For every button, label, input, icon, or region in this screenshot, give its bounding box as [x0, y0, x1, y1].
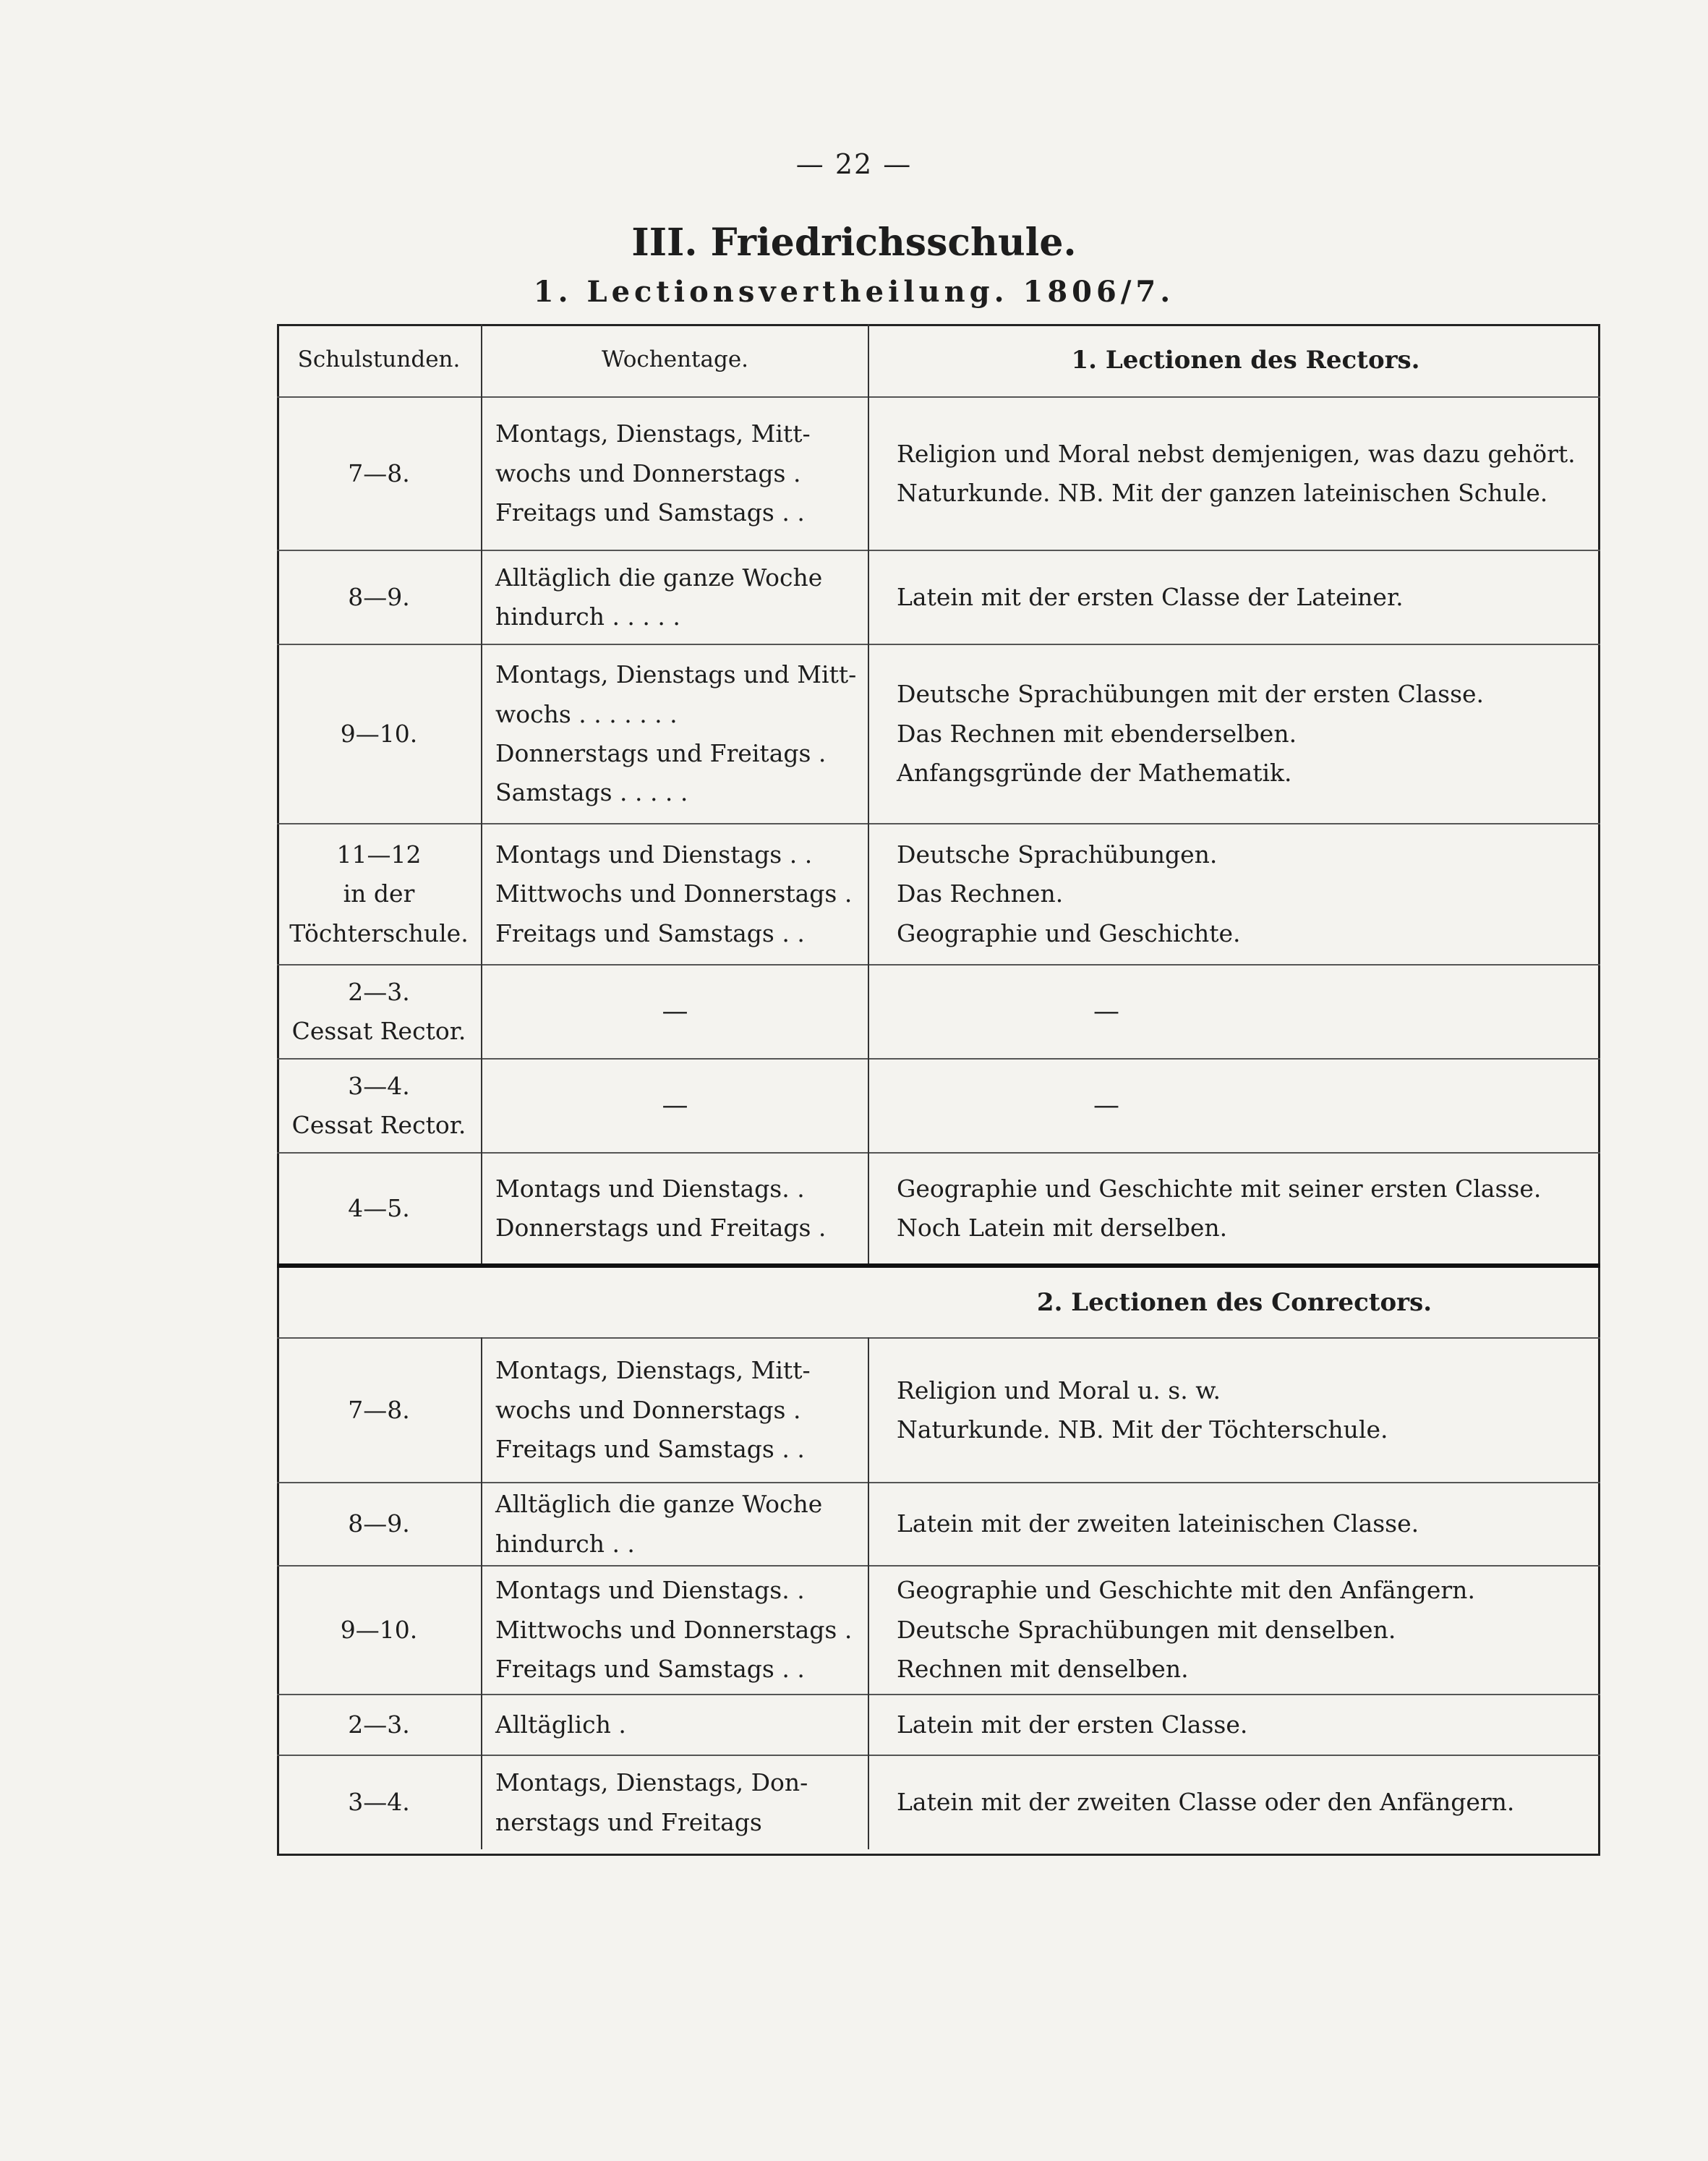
page-number: — 22 — [795, 148, 913, 180]
subject-text: Geographie und Geschichte mit seiner ersten Classe. [897, 1174, 1542, 1203]
subject-text: Geographie und Geschichte mit den Anfängern. [897, 1576, 1475, 1605]
table-header-row [277, 324, 1600, 397]
day-text: hindurch . . [495, 1529, 635, 1558]
subject-text: Rechnen mit denselben. [897, 1655, 1189, 1684]
subjects-group [876, 1571, 1593, 1689]
day-text: Alltäglich die ganze Woche [495, 1490, 823, 1519]
hours-text: Cessat Rector. [291, 1111, 466, 1139]
day-text: Montags, Dienstags, Don- [495, 1768, 808, 1797]
subjects-cell [868, 1338, 1600, 1483]
subject-text: Latein mit der ersten Classe. [897, 1710, 1248, 1739]
hours-text: 7—8. [348, 459, 410, 487]
hours-text: 3—4. [348, 1788, 410, 1817]
hours-cell [277, 1153, 482, 1266]
days-cell [482, 965, 868, 1059]
hours-cell [277, 1755, 482, 1849]
subjects-list [876, 1504, 1419, 1543]
day-text: Freitags und Samstags . . [495, 1655, 805, 1684]
day-text: nerstags und Freitags [495, 1807, 762, 1836]
days-cell [482, 1566, 868, 1695]
table-row [277, 1059, 1600, 1153]
table-row [277, 1566, 1600, 1695]
day-text: Donnerstags und Freitags . [495, 739, 827, 767]
subjects-cell [868, 1059, 1600, 1153]
days-cell [482, 550, 868, 644]
subject-text: Das Rechnen mit ebenderselben. [897, 719, 1297, 748]
page-subtitle: 1. Lectionsvertheilung. 1806/7. [533, 275, 1175, 309]
subjects-cell [868, 1695, 1600, 1755]
day-text: Montags und Dienstags . . [495, 840, 813, 869]
days-cell [482, 644, 868, 824]
subject-text: Das Rechnen. [897, 879, 1064, 908]
subjects-group [876, 578, 1593, 617]
hours-text: 2—3. [348, 1710, 410, 1739]
subjects-group [876, 1504, 1593, 1543]
subjects-cell [868, 644, 1600, 824]
subject-text: Anfangsgründe der Mathematik. [897, 759, 1292, 788]
hours-text: 2—3. [348, 977, 410, 1006]
days-cell [482, 824, 868, 965]
empty-dash: — [662, 1091, 688, 1121]
subject-text: Naturkunde. NB. Mit der Töchterschule. [897, 1415, 1388, 1444]
subjects-list [876, 1705, 1247, 1744]
days-cell [482, 397, 868, 550]
day-text: hindurch . . . . . [495, 602, 680, 631]
day-text: Mittwochs und Donnerstags . [495, 1615, 853, 1644]
days-cell [482, 1338, 868, 1483]
conrector-heading-row [277, 1266, 1600, 1338]
subjects-group [876, 1783, 1593, 1822]
hours-cell [277, 397, 482, 550]
subjects-group [876, 1371, 1593, 1450]
subjects-group [876, 835, 1593, 953]
hours-text: 3—4. [348, 1071, 410, 1100]
hours-text: Cessat Rector. [291, 1017, 466, 1045]
subjects-list [876, 1783, 1514, 1822]
day-text: Montags und Dienstags. . [495, 1174, 805, 1203]
hours-cell [277, 1566, 482, 1695]
subjects-cell [868, 1566, 1600, 1695]
subjects-cell [868, 397, 1600, 550]
table-row [277, 550, 1600, 644]
subjects-group [876, 1169, 1593, 1248]
empty-dash: — [1093, 1091, 1119, 1121]
hours-text: 9—10. [340, 719, 418, 748]
subject-text: Geographie und Geschichte. [897, 918, 1241, 947]
table-row [277, 1483, 1600, 1566]
rector-section-heading: 1. Lectionen des Rectors. [1071, 345, 1420, 375]
days-cell [482, 1755, 868, 1849]
subjects-list [876, 1169, 1541, 1248]
hours-cell [277, 1338, 482, 1483]
empty-cell [277, 1266, 482, 1338]
day-text: Montags, Dienstags, Mitt- [495, 1356, 811, 1385]
day-text: wochs . . . . . . . [495, 699, 678, 728]
subjects-list [876, 1371, 1388, 1450]
subjects-cell [868, 550, 1600, 644]
hours-cell [277, 1695, 482, 1755]
table-row [277, 644, 1600, 824]
subject-text: Religion und Moral u. s. w. [897, 1376, 1221, 1405]
hours-cell [277, 644, 482, 824]
day-text: Freitags und Samstags . . [495, 1435, 805, 1464]
hours-text: 8—9. [348, 1509, 410, 1538]
table-row [277, 824, 1600, 965]
table-row [277, 1695, 1600, 1755]
column-header-hours: Schulstunden. [277, 324, 482, 397]
subjects-group [876, 435, 1593, 513]
subject-text: Naturkunde. NB. Mit der ganzen lateinischen Schule. [897, 479, 1548, 507]
day-text: Alltäglich die ganze Woche [495, 563, 823, 592]
subject-text: Latein mit der zweiten Classe oder den Anfängern. [897, 1788, 1515, 1817]
hours-text: 11—12 [336, 840, 422, 869]
subjects-cell [868, 965, 1600, 1059]
hours-text: 4—5. [348, 1193, 410, 1222]
subject-text: Noch Latein mit derselben. [897, 1214, 1228, 1242]
subject-text: Latein mit der ersten Classe der Lateiner. [897, 582, 1404, 611]
subject-text: Deutsche Sprachübungen mit denselben. [897, 1615, 1396, 1644]
day-text: Montags, Dienstags und Mitt- [495, 660, 857, 689]
table-row [277, 1755, 1600, 1849]
empty-dash: — [662, 997, 688, 1027]
hours-text: Töchterschule. [289, 918, 469, 947]
days-cell [482, 1483, 868, 1566]
empty-dash: — [1093, 997, 1119, 1027]
subjects-list [876, 835, 1241, 953]
day-text: Samstags . . . . . [495, 778, 688, 807]
hours-text: 8—9. [348, 582, 410, 611]
day-text: Donnerstags und Freitags . [495, 1214, 827, 1242]
hours-cell [277, 1059, 482, 1153]
hours-cell [277, 965, 482, 1059]
day-text: Freitags und Samstags . . [495, 918, 805, 947]
table-row [277, 1153, 1600, 1266]
subject-text: Latein mit der zweiten lateinischen Classe. [897, 1509, 1419, 1538]
subject-text: Religion und Moral nebst demjenigen, was dazu gehört. [897, 439, 1576, 468]
subjects-cell [868, 1483, 1600, 1566]
subjects-group [876, 675, 1593, 793]
hours-cell [277, 550, 482, 644]
conrector-section-heading: 2. Lectionen des Conrectors. [868, 1266, 1600, 1338]
subject-text: Deutsche Sprachübungen mit der ersten Classe. [897, 680, 1485, 709]
subject-text: Deutsche Sprachübungen. [897, 840, 1218, 869]
hours-cell [277, 1483, 482, 1566]
subjects-cell [868, 1755, 1600, 1849]
subjects-list [876, 675, 1484, 793]
subjects-list [876, 1571, 1475, 1689]
hours-text: 9—10. [340, 1615, 418, 1644]
days-cell [482, 1059, 868, 1153]
subjects-list [876, 435, 1576, 513]
day-text: Freitags und Samstags . . [495, 498, 805, 527]
empty-cell [482, 1266, 868, 1338]
day-text: Montags, Dienstags, Mitt- [495, 419, 811, 448]
days-cell [482, 1695, 868, 1755]
page-title: III. Friedrichsschule. [631, 221, 1077, 265]
day-text: Alltäglich . [495, 1710, 626, 1739]
hours-text: in der [343, 879, 415, 908]
day-text: Mittwochs und Donnerstags . [495, 879, 853, 908]
subjects-group [876, 1705, 1593, 1744]
day-text: Montags und Dienstags. . [495, 1576, 805, 1605]
day-text: wochs und Donnerstags . [495, 1395, 801, 1424]
table-row [277, 965, 1600, 1059]
column-header-days: Wochentage. [482, 324, 868, 397]
table-row [277, 1338, 1600, 1483]
hours-cell [277, 824, 482, 965]
hours-text: 7—8. [348, 1395, 410, 1424]
lesson-table [277, 324, 1600, 1849]
subjects-cell [868, 1153, 1600, 1266]
days-cell [482, 1153, 868, 1266]
subjects-cell [868, 824, 1600, 965]
day-text: wochs und Donnerstags . [495, 459, 801, 487]
subjects-list [876, 578, 1404, 617]
table-row [277, 397, 1600, 550]
